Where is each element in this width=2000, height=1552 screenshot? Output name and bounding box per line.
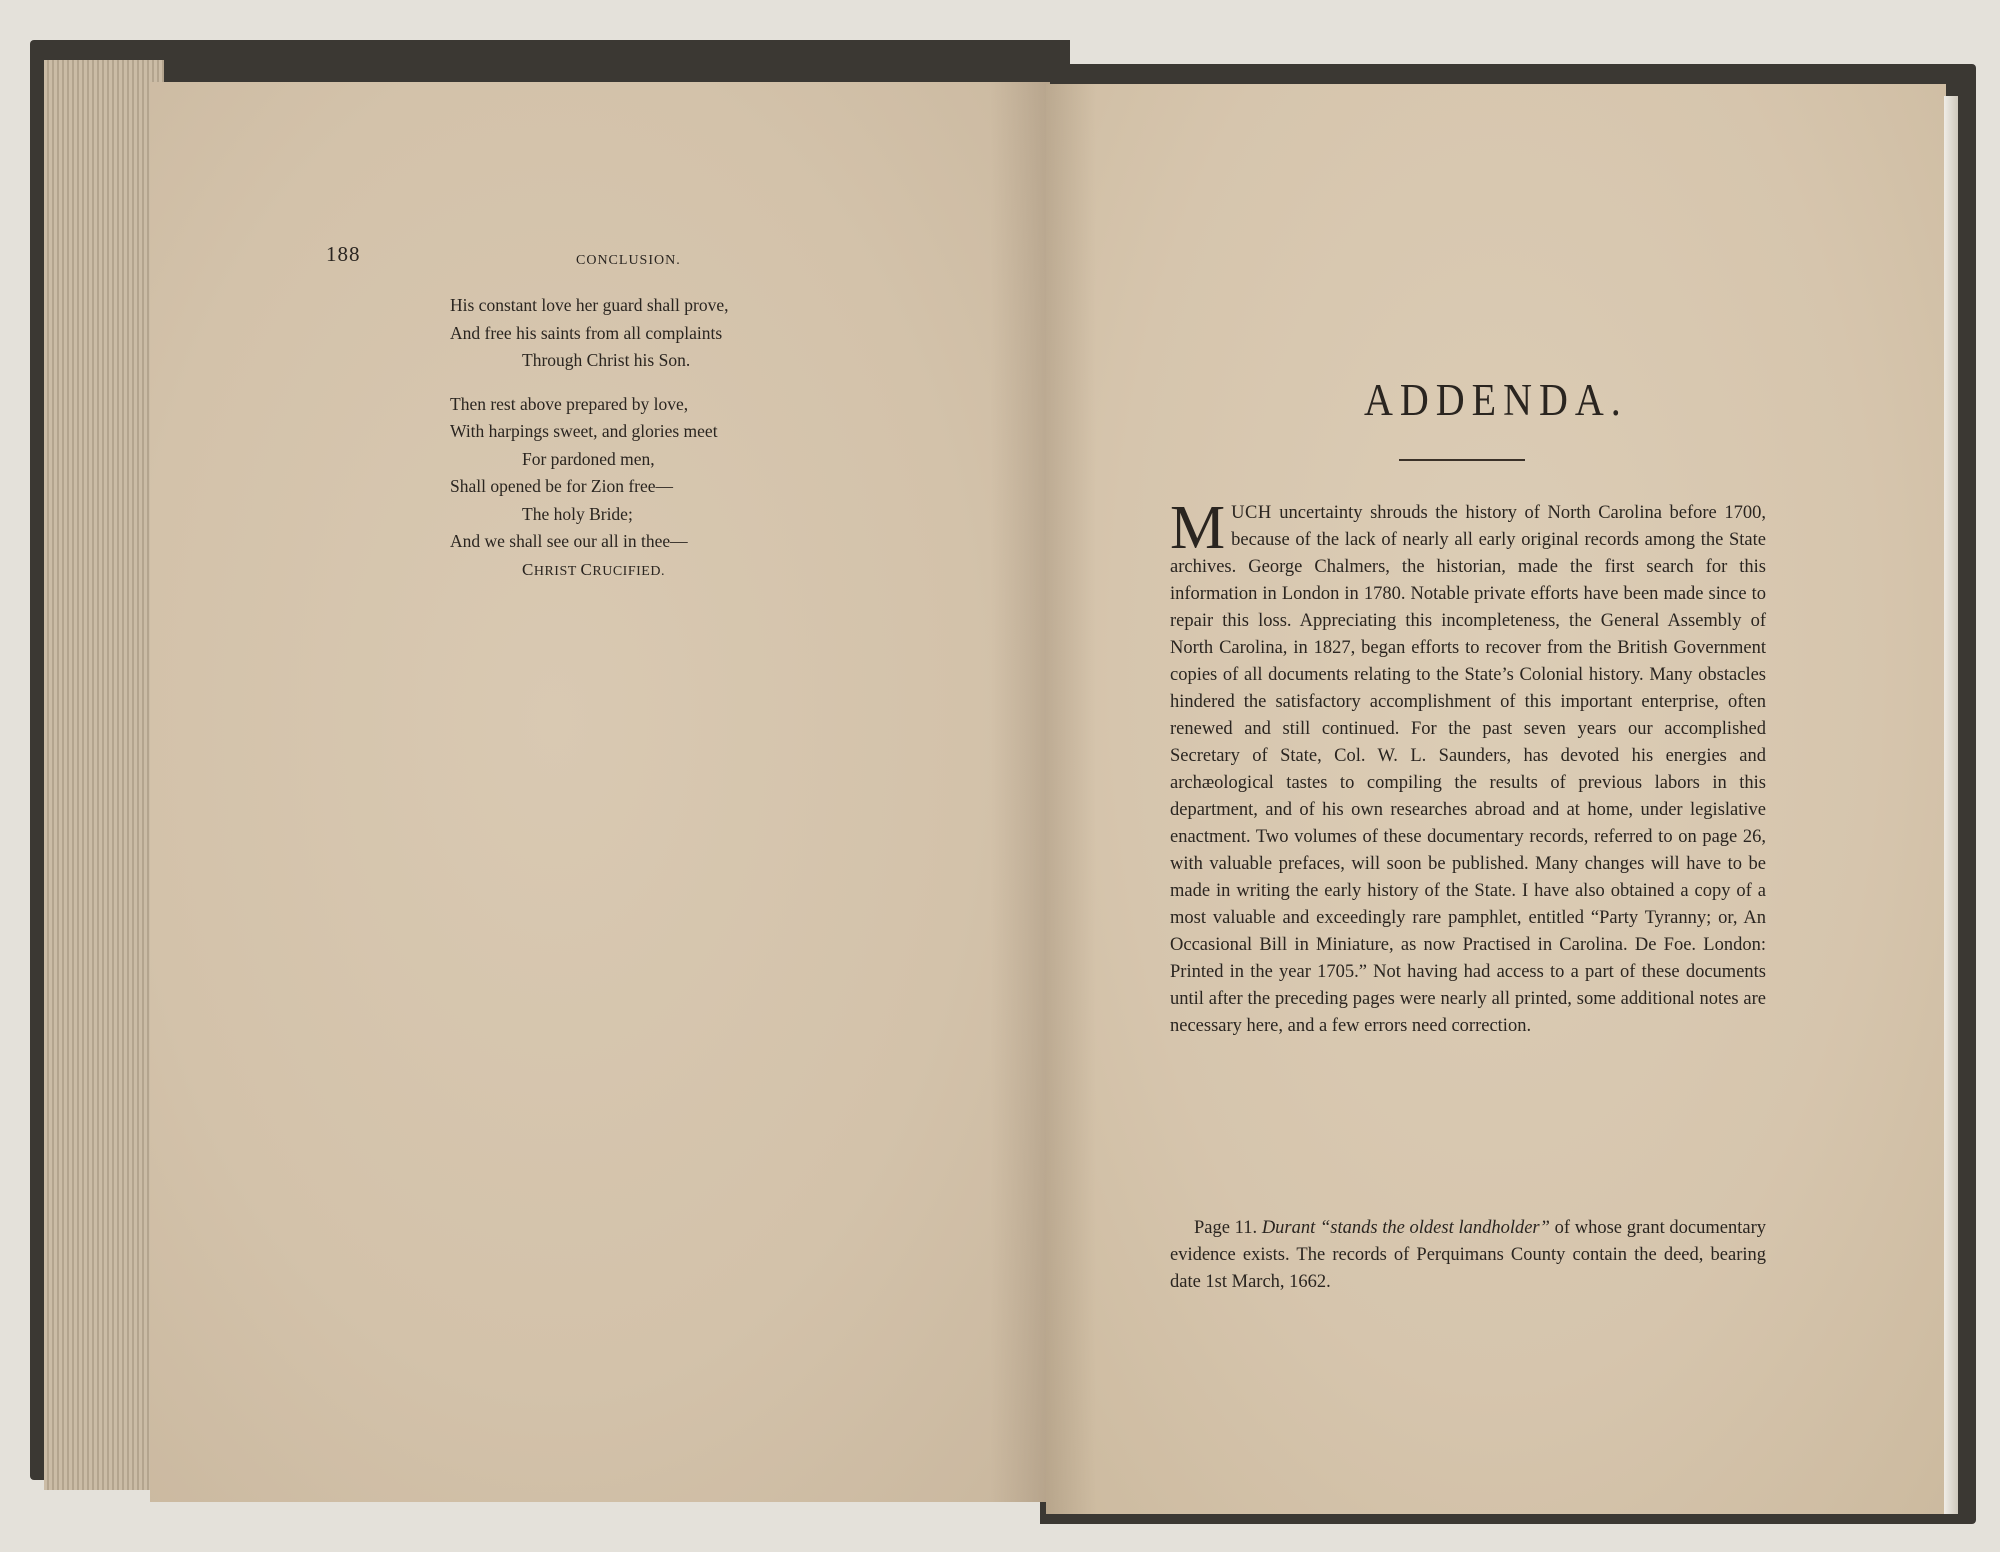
poem-line: The holy Bride; [522, 503, 633, 524]
drop-cap: M [1170, 494, 1226, 562]
running-head: CONCLUSION. [576, 253, 681, 268]
page-block-edges [44, 60, 164, 1490]
right-gutter-shadow [1046, 84, 1096, 1514]
left-gutter-shadow [990, 82, 1050, 1502]
title-rule [1399, 459, 1525, 461]
poem [450, 292, 728, 585]
page-number: 188 [326, 242, 361, 266]
section-title: ADDENDA. [1364, 373, 1628, 426]
poem-line: Then rest above prepared by love, [450, 393, 689, 414]
addenda-paragraph-2: Page 11. Durant “stands the oldest landholder” of whose grant documentary evidence exists. The records of Perquimans County contain the deed, bearing date 1st March, 1662. [1170, 1218, 1766, 1292]
poem-line: His constant love her guard shall prove, [450, 295, 729, 315]
poem-line: And we shall see our all in thee— [450, 531, 688, 551]
poem-line: For pardoned men, [522, 448, 655, 469]
poem-line: Through Christ his Son. [522, 350, 691, 370]
poem-signature: CHRIST CRUCIFIED. [522, 559, 665, 579]
poem-line: Shall opened be for Zion free— [450, 476, 674, 496]
poem-line: With harpings sweet, and glories meet [450, 421, 718, 441]
addenda-paragraph-1: MUCH uncertainty shrouds the history of North Carolina before 1700, because of the lack of nearly all early original records among the State archives. George Chalmers, the historian, made the first search for this information in London in 1780. Notable private efforts have been made since to repair this loss. Appreciating this incompleteness, the General Assembly of North Carolina, in 1827, began efforts to recover from the British Government copies of all documents relating to the State’s Colonial history. Many obstacles hindered the satisfactory accomplishment of this important enterprise, often renewed and still continued. For the past seven years our accomplished Secretary of State, Col. W. L. Saunders, has devoted his energies and archæological tastes to compiling the results of previous labors in this department, and of his own researches abroad and at home, under legislative enactment. Two volumes of these documentary records, referred to on page 26, with valuable prefaces, will soon be published. Many changes will have to be made in writing the early history of the State. I have also obtained a copy of a most valuable and exceedingly rare pamphlet, entitled “Party Tyranny; or, An Occasional Bill in Miniature, as now Practised in Carolina. De Foe. London: Printed in the year 1705.” Not having had access to a part of these documents until after the preceding pages were nearly all printed, some additional notes are necessary here, and a few errors need correction. [1170, 494, 1766, 1036]
right-page-edge [1944, 96, 1958, 1514]
poem-line: And free his saints from all complaints [450, 322, 723, 343]
